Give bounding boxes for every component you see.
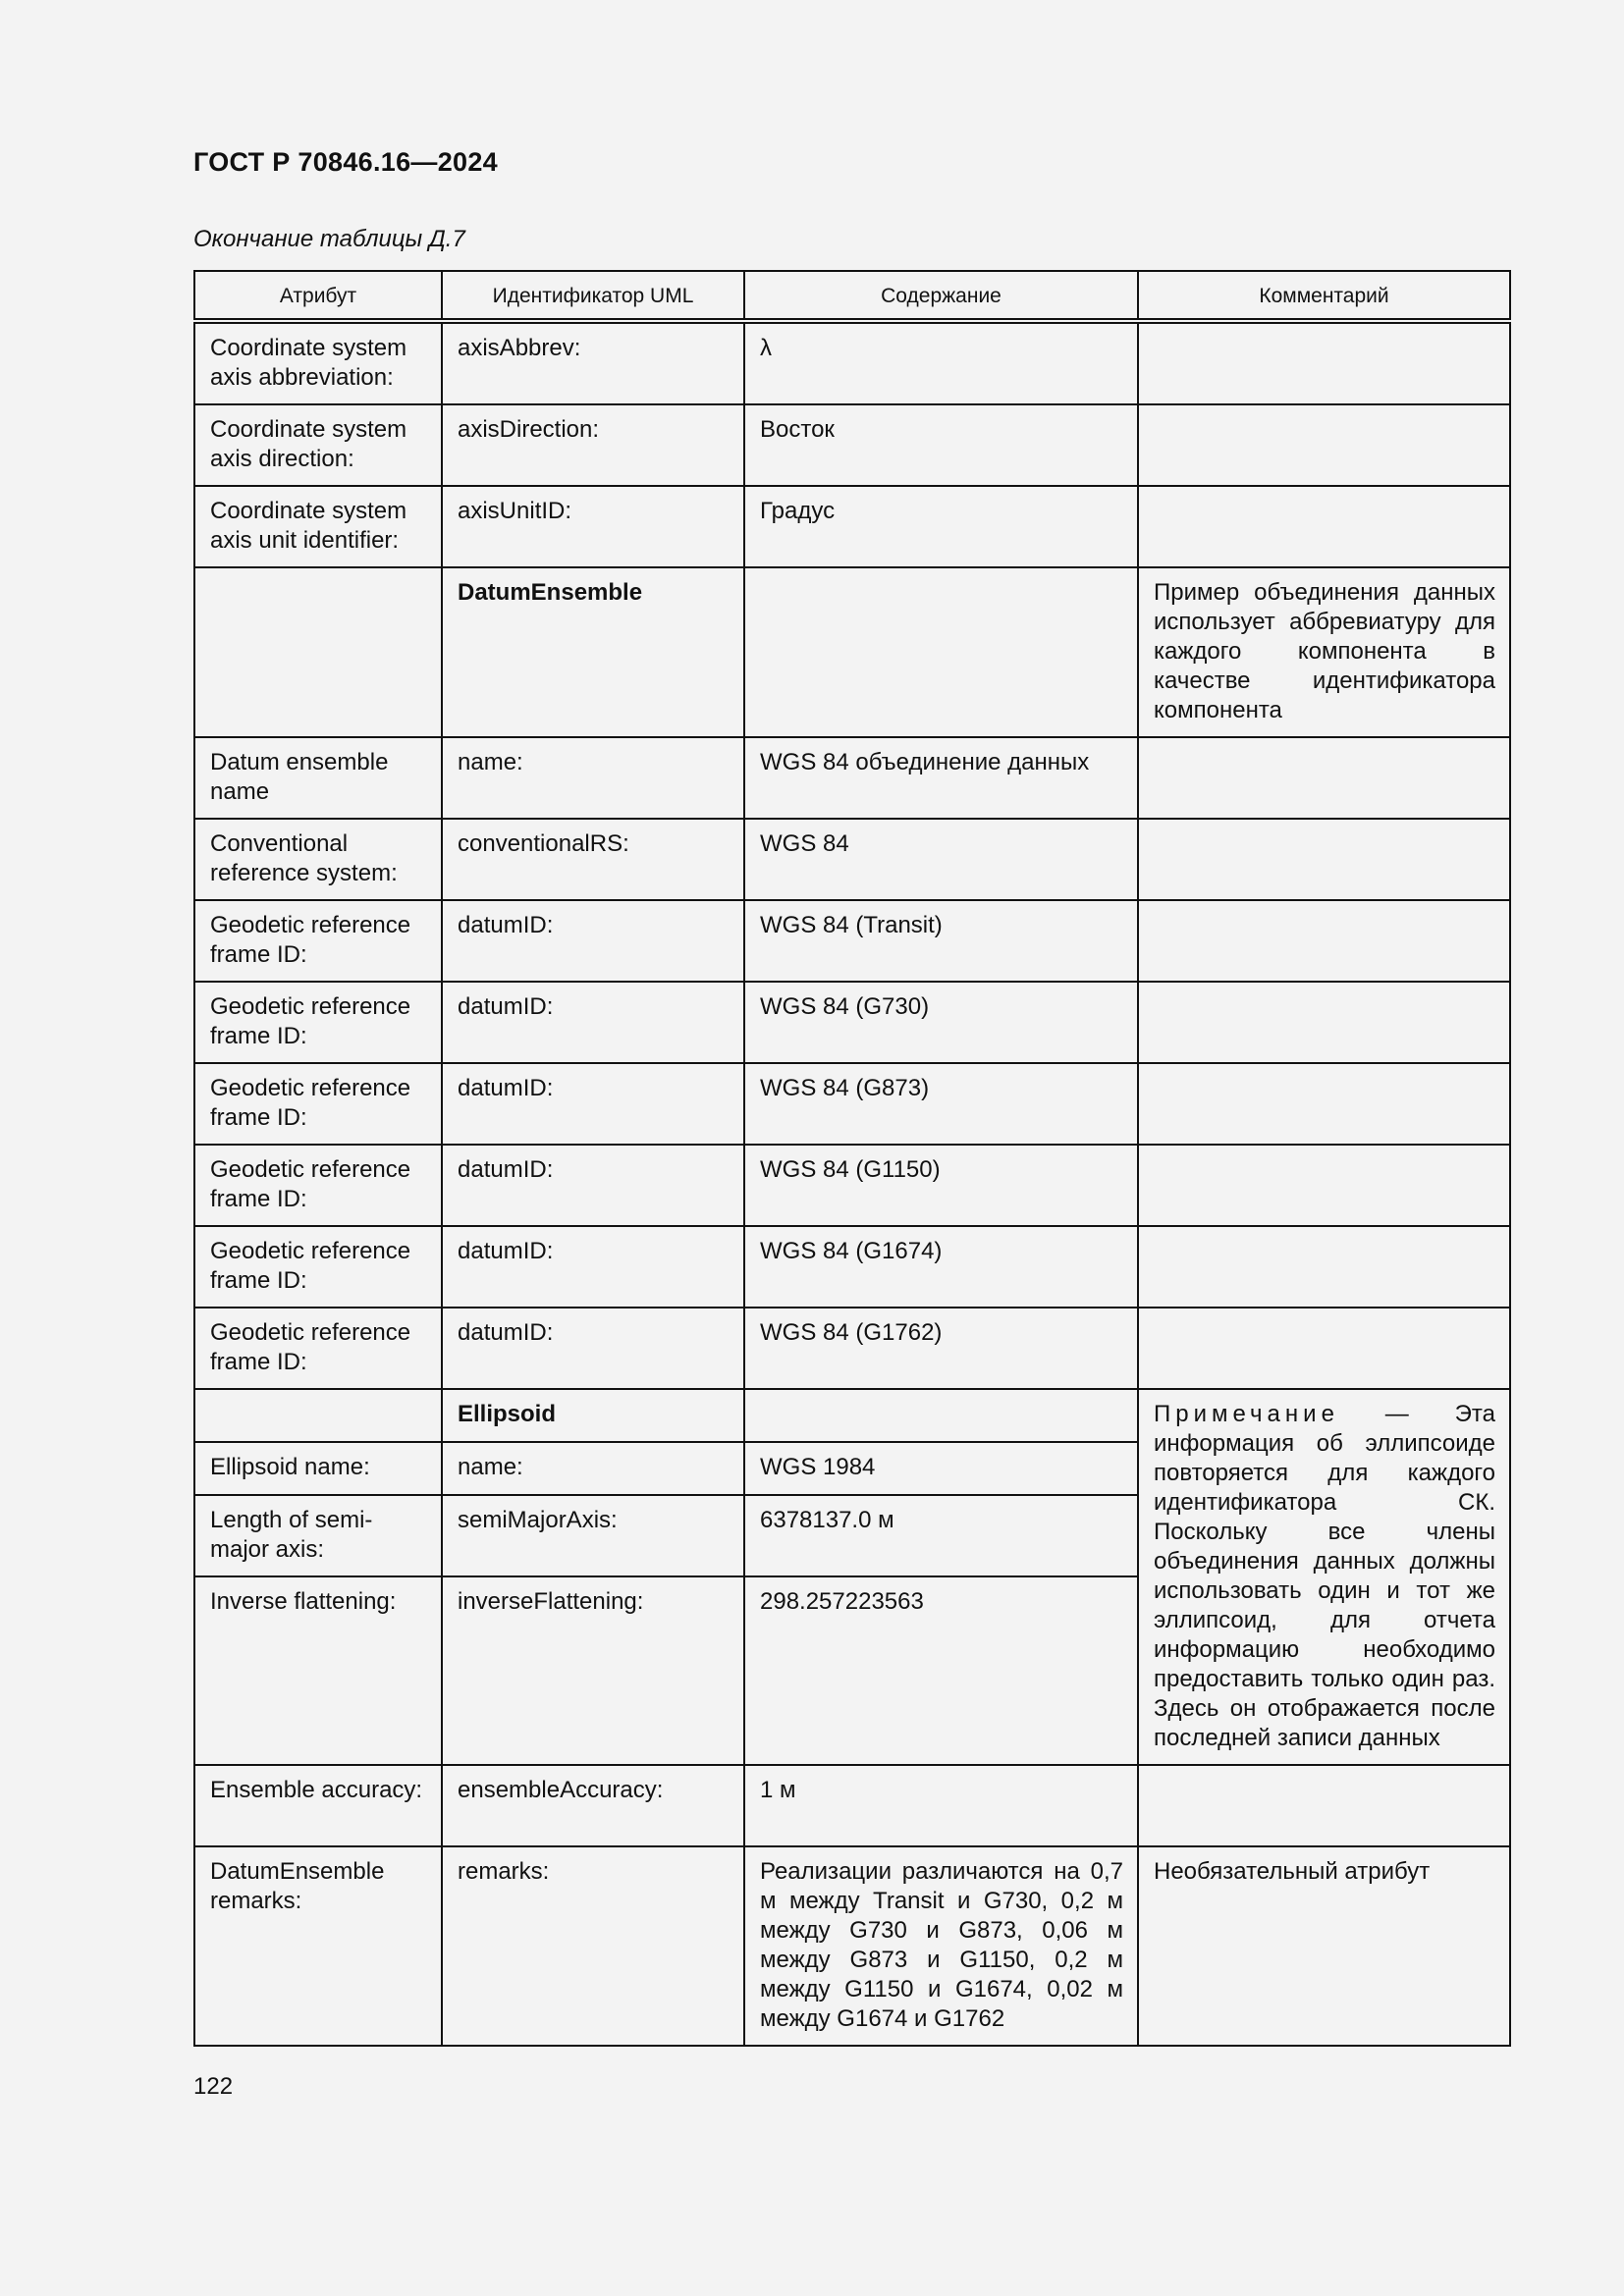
- column-header: Комментарий: [1138, 271, 1510, 321]
- table-row: [194, 486, 1510, 567]
- cell-attribute: Geodetic reference frame ID:: [194, 1226, 442, 1308]
- cell-content: WGS 84 (G1150): [744, 1145, 1138, 1226]
- cell-content: WGS 84: [744, 819, 1138, 900]
- cell-comment: [1138, 404, 1510, 486]
- cell-uml: datumID:: [442, 1063, 744, 1145]
- column-header: Идентификатор UML: [442, 271, 744, 321]
- table-row: [194, 819, 1510, 900]
- cell-attribute: Inverse flattening:: [194, 1576, 442, 1765]
- table-row: [194, 1063, 1510, 1145]
- cell-comment: [1138, 1226, 1510, 1308]
- table-row: [194, 404, 1510, 486]
- cell-attribute: Coordinate system axis abbreviation:: [194, 321, 442, 404]
- table-row: [194, 1389, 1510, 1442]
- cell-comment: Пример объединения данных использует аббревиатуру для каждого компонента в качестве идентификатора компонента: [1138, 567, 1510, 737]
- cell-comment: [1138, 737, 1510, 819]
- cell-content: λ: [744, 321, 1138, 404]
- table-row: [194, 1145, 1510, 1226]
- table-row: [194, 982, 1510, 1063]
- cell-uml: inverseFlattening:: [442, 1576, 744, 1765]
- table-row: [194, 1846, 1510, 2046]
- cell-attribute: Geodetic reference frame ID:: [194, 1308, 442, 1389]
- cell-content: WGS 84 объединение данных: [744, 737, 1138, 819]
- table-header-row: [194, 271, 1510, 321]
- cell-comment: [1138, 982, 1510, 1063]
- table-row: [194, 900, 1510, 982]
- cell-comment: [1138, 1063, 1510, 1145]
- cell-uml: name:: [442, 1442, 744, 1495]
- cell-content: WGS 84 (G873): [744, 1063, 1138, 1145]
- cell-attribute: DatumEnsemble remarks:: [194, 1846, 442, 2046]
- cell-comment: [1138, 900, 1510, 982]
- cell-comment: [1138, 1145, 1510, 1226]
- cell-uml: name:: [442, 737, 744, 819]
- cell-comment: [1138, 321, 1510, 404]
- cell-uml-section-heading: DatumEnsemble: [442, 567, 744, 737]
- cell-attribute: Geodetic reference frame ID:: [194, 1063, 442, 1145]
- table-row: [194, 321, 1510, 404]
- document-code: ГОСТ Р 70846.16—2024: [193, 147, 498, 177]
- cell-comment: [1138, 819, 1510, 900]
- cell-content: Градус: [744, 486, 1138, 567]
- page-number: 122: [193, 2073, 234, 2100]
- cell-content: [744, 567, 1138, 737]
- cell-attribute: Geodetic reference frame ID:: [194, 900, 442, 982]
- table-caption: Окончание таблицы Д.7: [193, 226, 465, 252]
- cell-content: WGS 84 (G730): [744, 982, 1138, 1063]
- note-label: Примечание: [1154, 1401, 1339, 1427]
- cell-attribute: Ellipsoid name:: [194, 1442, 442, 1495]
- cell-content: WGS 84 (G1674): [744, 1226, 1138, 1308]
- cell-content: Реализации различаются на 0,7 м между Transit и G730, 0,2 м между G730 и G873, 0,06 м между G873 и G1150, 0,2 м между G1150 и G1674, 0,02 м между G1674 и G1762: [744, 1846, 1138, 2046]
- cell-attribute: Coordinate system axis direction:: [194, 404, 442, 486]
- table-row: [194, 1765, 1510, 1846]
- cell-content: Восток: [744, 404, 1138, 486]
- cell-uml: semiMajorAxis:: [442, 1495, 744, 1576]
- cell-attribute: Length of semi-major axis:: [194, 1495, 442, 1576]
- cell-attribute: Geodetic reference frame ID:: [194, 982, 442, 1063]
- table-row: [194, 737, 1510, 819]
- cell-comment: [1138, 486, 1510, 567]
- cell-content: WGS 84 (Transit): [744, 900, 1138, 982]
- cell-uml: axisUnitID:: [442, 486, 744, 567]
- cell-uml-section-heading: Ellipsoid: [442, 1389, 744, 1442]
- cell-comment: [1138, 1765, 1510, 1846]
- table-row: [194, 1308, 1510, 1389]
- cell-attribute: [194, 1389, 442, 1442]
- cell-uml: remarks:: [442, 1846, 744, 2046]
- cell-comment: Необязательный атрибут: [1138, 1846, 1510, 2046]
- column-header: Атрибут: [194, 271, 442, 321]
- attributes-table: [193, 270, 1511, 2047]
- note-text: — Эта информация об эллипсоиде повторяется для каждого идентификатора СК. Поскольку все члены объединения данных должны использовать один и тот же эллипсоид, для отчета информацию необходимо предоставить только один раз. Здесь он отображается после последней записи данных: [1154, 1401, 1495, 1751]
- table-row: [194, 1226, 1510, 1308]
- cell-content: 1 м: [744, 1765, 1138, 1846]
- cell-attribute: Coordinate system axis unit identifier:: [194, 486, 442, 567]
- cell-uml: conventionalRS:: [442, 819, 744, 900]
- cell-uml: datumID:: [442, 982, 744, 1063]
- table-row: [194, 567, 1510, 737]
- cell-attribute: Datum ensemble name: [194, 737, 442, 819]
- cell-uml: datumID:: [442, 1226, 744, 1308]
- cell-uml: ensembleAccuracy:: [442, 1765, 744, 1846]
- cell-attribute: Conventional reference system:: [194, 819, 442, 900]
- cell-content: 298.257223563: [744, 1576, 1138, 1765]
- cell-content: WGS 84 (G1762): [744, 1308, 1138, 1389]
- cell-ellipsoid-note: [1138, 1389, 1510, 1765]
- cell-uml: datumID:: [442, 900, 744, 982]
- cell-uml: axisAbbrev:: [442, 321, 744, 404]
- cell-content: WGS 1984: [744, 1442, 1138, 1495]
- column-header: Содержание: [744, 271, 1138, 321]
- cell-content: [744, 1389, 1138, 1442]
- cell-attribute: [194, 567, 442, 737]
- cell-uml: datumID:: [442, 1145, 744, 1226]
- cell-uml: axisDirection:: [442, 404, 744, 486]
- cell-attribute: Ensemble accuracy:: [194, 1765, 442, 1846]
- cell-comment: [1138, 1308, 1510, 1389]
- cell-content: 6378137.0 м: [744, 1495, 1138, 1576]
- cell-uml: datumID:: [442, 1308, 744, 1389]
- cell-attribute: Geodetic reference frame ID:: [194, 1145, 442, 1226]
